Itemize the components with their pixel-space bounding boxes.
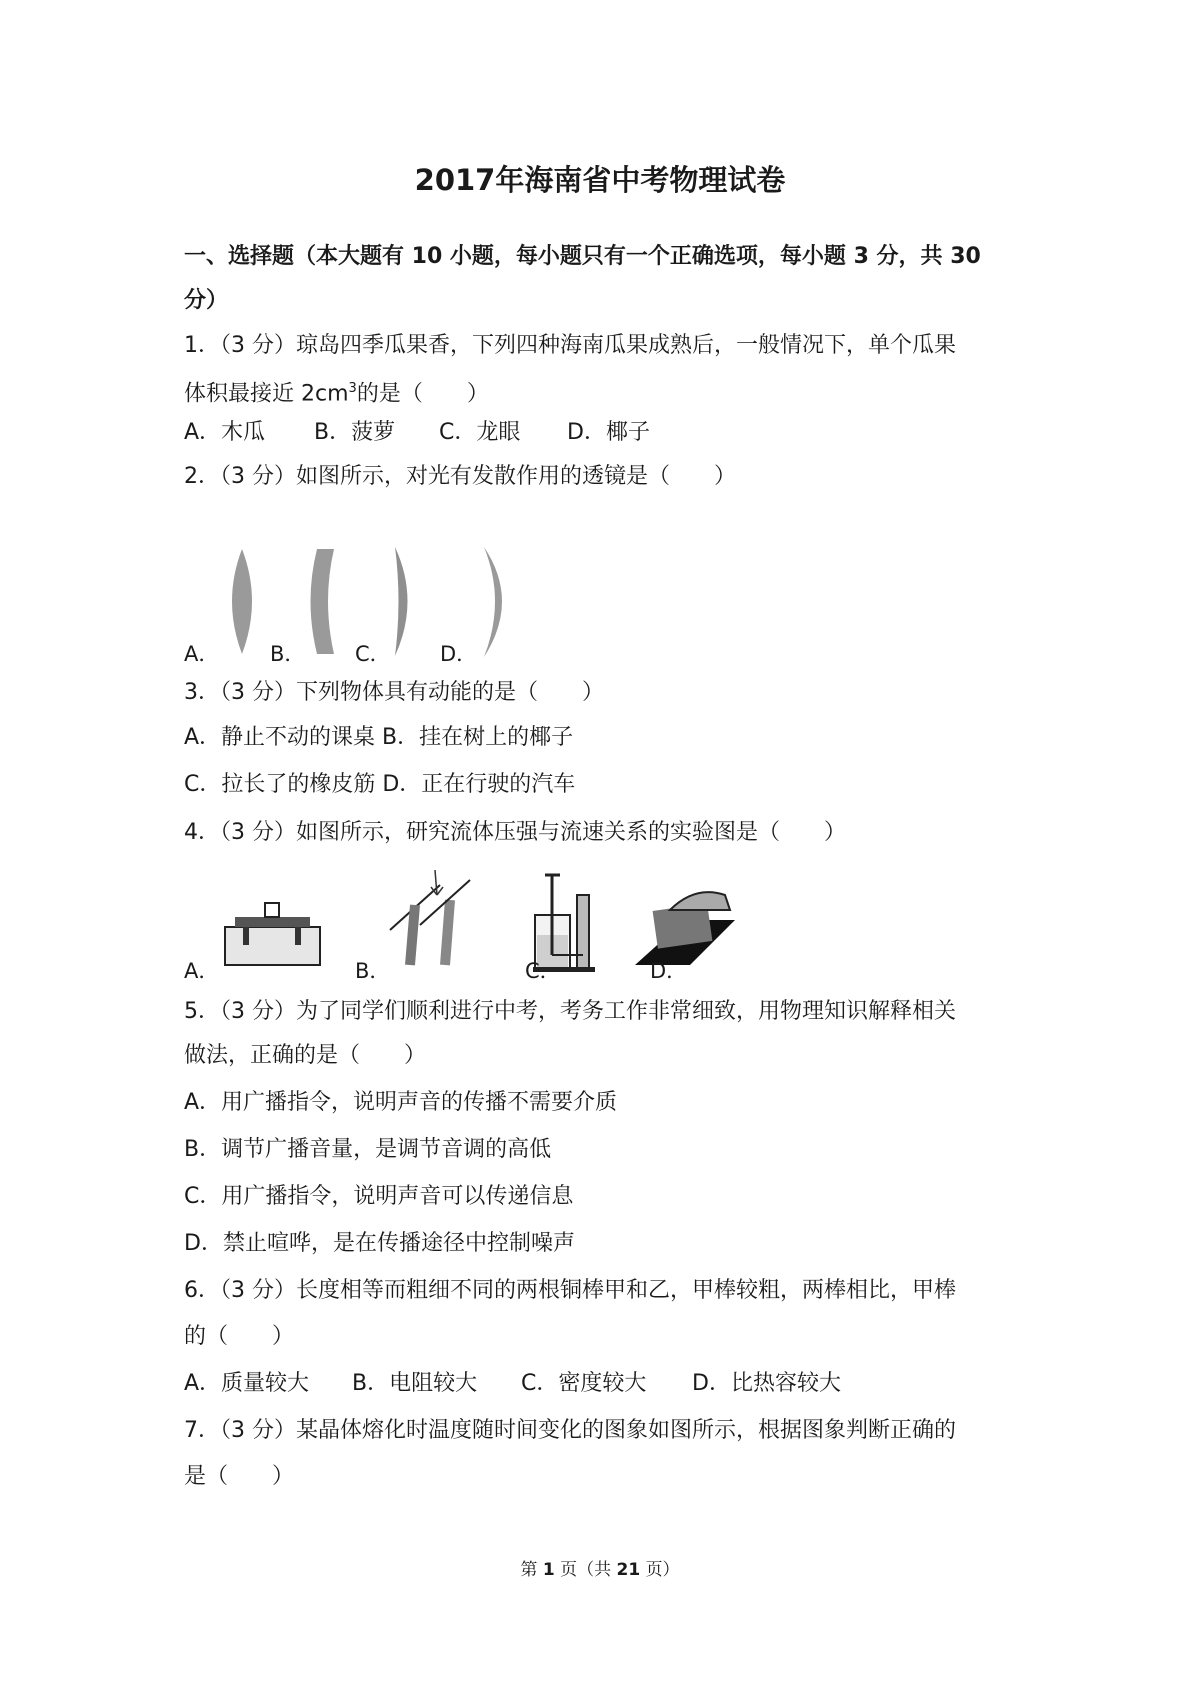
q4-text: 4．（3 分）如图所示，研究流体压强与流速关系的实验图是（ ） (184, 820, 846, 845)
lens-c-plano-convex (395, 547, 408, 656)
q6-option-b: B．电阻较大 (352, 1371, 478, 1396)
q1-option-c: C．龙眼 (439, 420, 521, 445)
q1-option-b: B．菠萝 (314, 420, 396, 445)
q4-experiment-figures (215, 865, 815, 975)
q1-line2 (184, 374, 489, 409)
q5-option-a: A．用广播指令，说明声音的传播不需要介质 (184, 1090, 618, 1115)
q6-option-d: D．比热容较大 (692, 1371, 841, 1396)
q7-line2: 是（ ） (184, 1464, 295, 1489)
q5-option-c: C．用广播指令，说明声音可以传递信息 (184, 1184, 574, 1209)
q4-label-a: A． (184, 959, 220, 983)
q4-label-d: D． (650, 959, 688, 983)
page-footer (0, 1555, 1200, 1580)
section-heading-line2: 分） (184, 288, 229, 313)
q1-line2-pre: 体积最接近 2cm (184, 381, 349, 407)
q2-label-c: C． (355, 642, 391, 666)
footer-pre: 第 (520, 1560, 538, 1580)
q2-label-d: D． (440, 642, 478, 666)
figure-b-blowing-between-papers (390, 870, 470, 965)
q4-label-c: C． (525, 959, 561, 983)
q1-option-d: D．椰子 (567, 420, 650, 445)
page-title: 2017年海南省中考物理试卷 (414, 163, 786, 197)
q2-label-a: A． (184, 642, 220, 666)
q5-option-b: B．调节广播音量，是调节音调的高低 (184, 1137, 552, 1162)
q1-superscript: 3 (348, 381, 357, 396)
q6-option-c: C．密度较大 (521, 1371, 647, 1396)
q6-line2: 的（ ） (184, 1324, 295, 1349)
q1-line1: 1．（3 分）琼岛四季瓜果香，下列四种海南瓜果成熟后，一般情况下，单个瓜果 (184, 333, 956, 358)
lens-b-concave (311, 549, 335, 654)
footer-total-pages: 21 (616, 1560, 641, 1580)
q7-line1: 7．（3 分）某晶体熔化时温度随时间变化的图象如图所示，根据图象判断正确的 (184, 1418, 956, 1443)
q1-line2-post: 的是（ ） (356, 381, 489, 407)
q5-option-d: D．禁止喧哗，是在传播途径中控制噪声 (184, 1231, 575, 1256)
q3-options-row1: A．静止不动的课桌 B．挂在树上的椰子 (184, 725, 574, 750)
footer-mid: 页（共 (560, 1560, 612, 1580)
q1-option-a: A．木瓜 (184, 420, 266, 445)
footer-post: 页） (645, 1560, 680, 1580)
footer-page-number: 1 (542, 1560, 555, 1580)
q3-text: 3．（3 分）下列物体具有动能的是（ ） (184, 680, 604, 705)
lens-a-convex (232, 549, 252, 654)
q5-line2: 做法，正确的是（ ） (184, 1043, 427, 1068)
q2-label-b: B． (270, 642, 306, 666)
section-heading-line1: 一、选择题（本大题有 10 小题，每小题只有一个正确选项，每小题 3 分，共 30 (184, 244, 981, 269)
q5-line1: 5．（3 分）为了同学们顺利进行中考，考务工作非常细致，用物理知识解释相关 (184, 999, 956, 1024)
lens-d-meniscus (484, 547, 502, 657)
q4-label-b: B． (355, 959, 391, 983)
q2-text: 2．（3 分）如图所示，对光有发散作用的透镜是（ ） (184, 464, 736, 489)
q3-options-row2: C．拉长了的橡皮筋 D．正在行驶的汽车 (184, 772, 576, 797)
q6-option-a: A．质量较大 (184, 1371, 310, 1396)
q6-line1: 6．（3 分）长度相等而粗细不同的两根铜棒甲和乙，甲棒较粗，两棒相比，甲棒 (184, 1278, 956, 1303)
figure-a-pressure-on-sponge (225, 903, 320, 965)
